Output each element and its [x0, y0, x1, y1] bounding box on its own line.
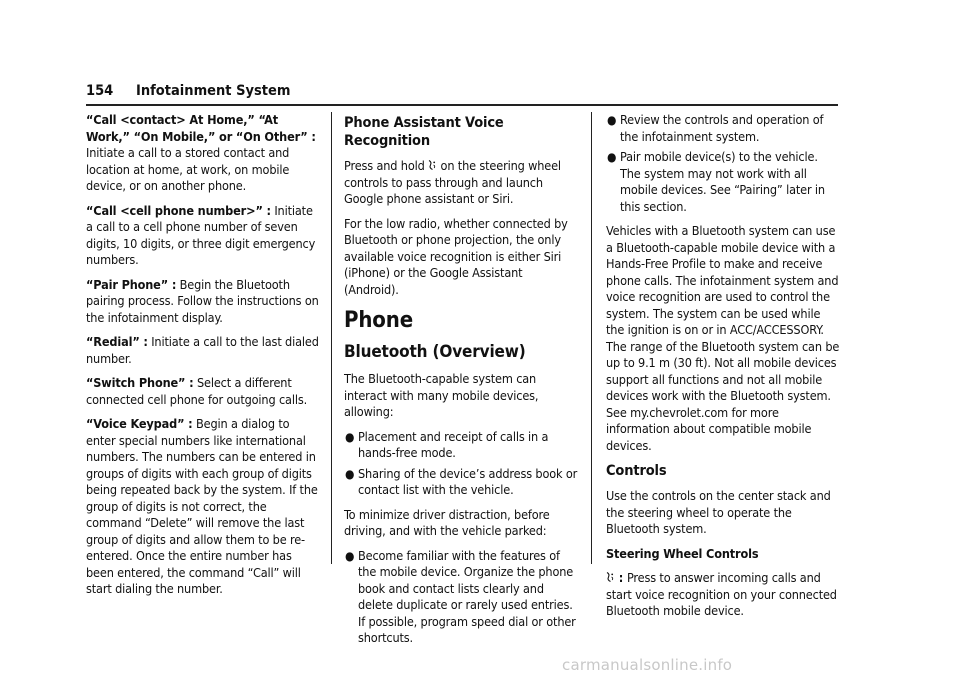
bullet-icon: ●: [607, 113, 617, 127]
paragraph: Use the controls on the center stack and the steering wheel to operate the Bluetooth system.: [606, 488, 831, 536]
command-desc: Begin a dialog to enter special numbers like international numbers. The numbers can be entered in groups of digits with each group of digits being repeated back by the system. If the group of digits is not correct, the command “Delete” will remove the last group of digits and allow them to be re-entered. Once the entire number has been entered, the command “Call” will start dialing the number.: [86, 416, 318, 596]
bullet-icon: ●: [607, 150, 617, 164]
command-desc: Select a different connected cell phone for outgoing calls.: [86, 375, 308, 407]
section-heading-controls: Controls: [606, 463, 667, 479]
column-2: [344, 112, 578, 655]
column-divider: [591, 112, 592, 564]
list-item: [344, 466, 578, 499]
page-number: 154: [86, 83, 114, 99]
list-item-text: Placement and receipt of calls in a hands-free mode.: [358, 428, 549, 460]
bullet-icon: ●: [345, 466, 355, 481]
control-desc: Press to answer incoming calls and start voice recognition on your connected Bluetooth mobile device.: [606, 570, 837, 618]
command-desc: Begin the Bluetooth pairing process. Follow the instructions on the infotainment display.: [86, 276, 319, 325]
header-rule: [86, 104, 838, 106]
chapter-title: Infotainment System: [136, 83, 291, 99]
command-term: “Voice Keypad” :: [86, 416, 193, 431]
list-item-text: Review the controls and operation of the infotainment system.: [620, 112, 824, 144]
control-term: :: [615, 570, 627, 585]
paragraph: Vehicles with a Bluetooth system can use a Bluetooth-capable mobile device with a Hands-Free Profile to make and receive phone calls. The infotainment system and voice recognition are used to control the system. The system can be used while the ignition is on or in ACC/ACCESSORY. The range of the Bluetooth system can be up to 9.1 m (30 ft). Not all mobile devices support all functions and not all mobile devices work with the Bluetooth system. See my.chevrolet.com for more information about compatible mobile devices.: [606, 223, 840, 453]
bullet-icon: ●: [345, 548, 355, 563]
paragraph: [344, 158, 578, 208]
bullet-list: [606, 112, 840, 215]
command-entry: [86, 203, 320, 269]
paragraph: The Bluetooth-capable system can interact with many mobile devices, allowing:: [344, 371, 539, 419]
list-item-text: Become familiar with the features of the mobile device. Organize the phone book and contact lists clearly and delete duplicate or rarely used entries.: [358, 547, 574, 612]
command-desc: Initiate a call to a cell phone number of seven digits, 10 digits, or three digit emergency numbers.: [86, 202, 316, 267]
bullet-list: [344, 429, 578, 499]
section-heading-phone: Phone: [344, 308, 413, 333]
command-entry: [86, 416, 320, 598]
voice-recognition-icon: [606, 571, 615, 583]
bullet-list: [344, 548, 578, 647]
command-entry: [86, 334, 320, 367]
command-term: “Redial” :: [86, 334, 148, 349]
paragraph: For the low radio, whether connected by Bluetooth or phone projection, the only available voice recognition is either Siri (iPhone) or the Google Assistant (Android).: [344, 215, 568, 297]
subheading-steering-wheel-controls: Steering Wheel Controls: [606, 545, 759, 561]
column-1: [86, 112, 320, 606]
text-run: on the steering wheel controls to pass through and launch Google phone assistant or Siri.: [344, 158, 561, 206]
list-item: [344, 548, 578, 647]
watermark: carmanualsonline.info: [562, 656, 733, 674]
bullet-icon: ●: [345, 429, 355, 444]
command-entry: [86, 112, 320, 195]
command-desc: Initiate a call to a stored contact and location at home, at work, on mobile device, or on another phone.: [86, 145, 290, 193]
command-term: “Switch Phone” :: [86, 375, 194, 390]
list-item-text: Pair mobile device(s) to the vehicle. The system may not work with all mobile devices. See “Pairing” later in this section.: [620, 149, 825, 214]
command-term: “Call <contact> At Home,” “At Work,” “On Mobile,” or “On Other” :: [86, 112, 316, 144]
list-item: [606, 149, 840, 215]
command-entry: [86, 375, 320, 408]
command-entry: [86, 277, 320, 327]
command-term: “Call <cell phone number>” :: [86, 202, 271, 218]
section-heading-bluetooth: Bluetooth (Overview): [344, 342, 526, 362]
column-3: [606, 112, 840, 628]
list-item-text: Sharing of the device’s address book or contact list with the vehicle.: [358, 465, 578, 497]
command-desc: Initiate a call to the last dialed number.: [86, 334, 319, 366]
column-divider: [331, 112, 332, 564]
list-item-text: If possible, program speed dial or other shortcuts.: [358, 613, 576, 645]
paragraph: To minimize driver distraction, before driving, and with the vehicle parked:: [344, 506, 550, 538]
list-item: [344, 429, 578, 462]
section-heading-phone-assistant: Phone Assistant Voice Recognition: [344, 115, 504, 149]
text-run: Press and hold: [344, 158, 429, 173]
list-item: [606, 112, 840, 145]
paragraph: [606, 570, 840, 620]
voice-recognition-icon: [428, 159, 437, 171]
command-term: “Pair Phone” :: [86, 276, 177, 292]
